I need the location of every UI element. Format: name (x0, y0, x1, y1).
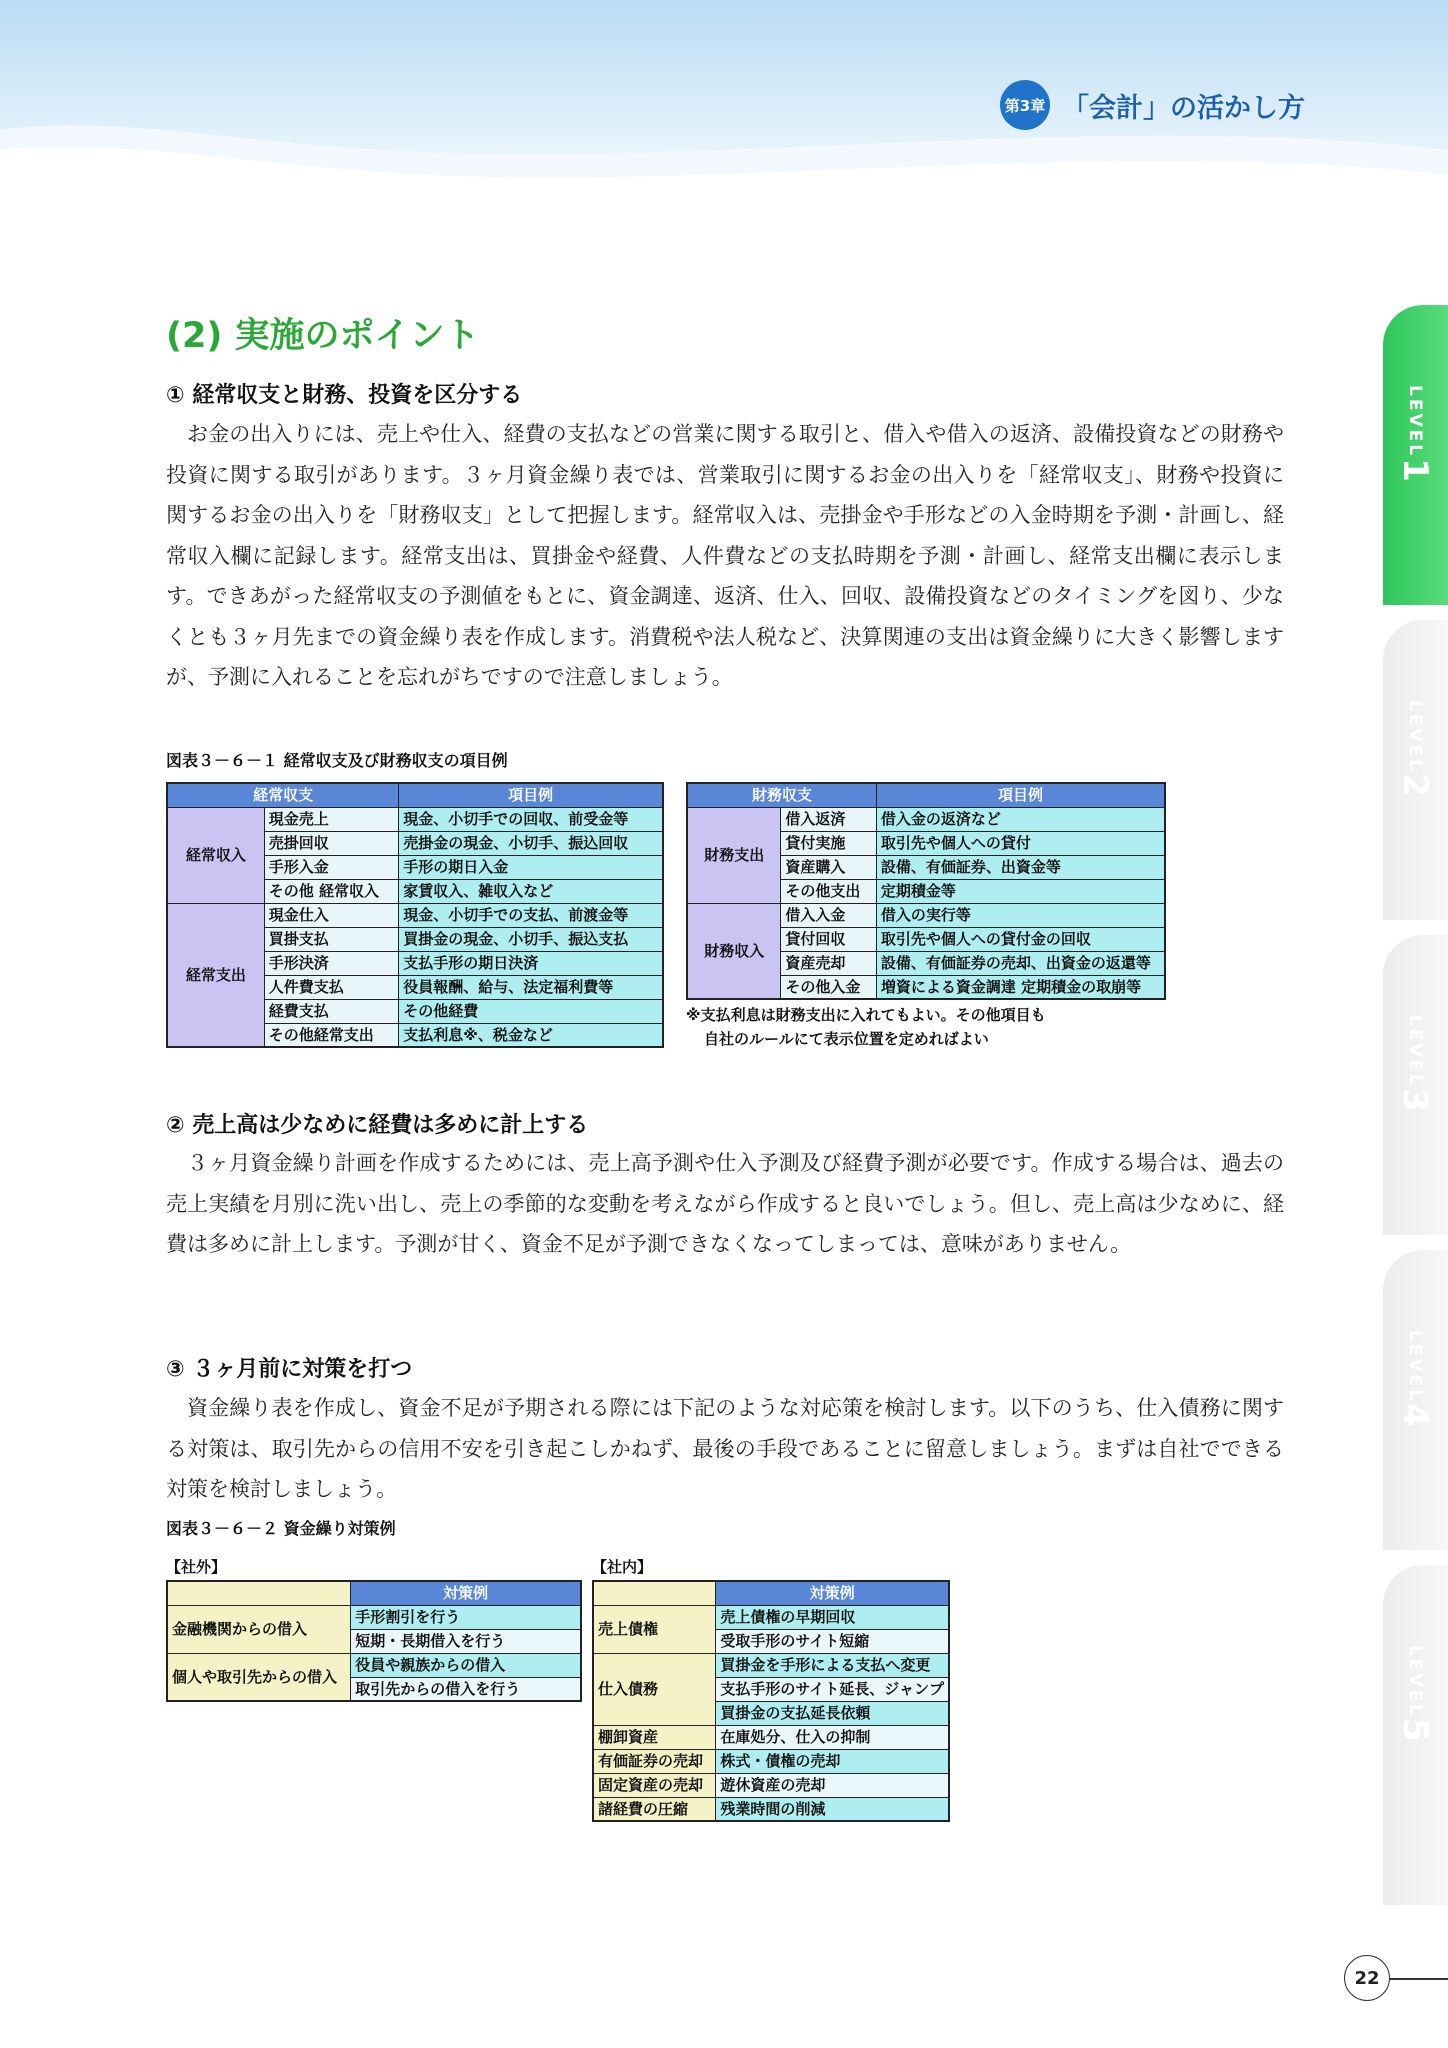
example-cell: 支払利息※、税金など (399, 1023, 663, 1047)
section-heading: (2) 実施のポイント (166, 316, 480, 356)
measure-cell: 手形割引を行う (351, 1605, 581, 1629)
table-label-internal: 【社内】 (592, 1558, 653, 1576)
measure-cell: 受取手形のサイト短縮 (716, 1629, 949, 1653)
example-cell: 現金、小切手での回収、前受金等 (399, 807, 663, 831)
table-note (686, 1003, 1046, 1051)
example-cell: 手形の期日入金 (399, 855, 663, 879)
category-cell: 経常支出 (167, 903, 264, 1047)
tab-number: 5 (1395, 1718, 1435, 1742)
tab-number: 1 (1395, 458, 1435, 482)
example-cell: 買掛金の現金、小切手、振込支払 (399, 927, 663, 951)
table-header-row (167, 1581, 581, 1605)
chapter-title: 「会計」の活かし方 (1062, 92, 1305, 124)
category-cell: 金融機関からの借入 (167, 1605, 351, 1653)
example-cell: 設備、有価証券、出資金等 (876, 855, 1165, 879)
figure-1-caption: 図表３－６－１ 経常収支及び財務収支の項目例 (166, 751, 508, 770)
side-tab-level-5[interactable] (1383, 1565, 1448, 1905)
example-cell: 役員報酬、給与、法定福利費等 (399, 975, 663, 999)
category-cell: 財務支出 (687, 807, 781, 903)
tab-label: LEVEL (1405, 1330, 1425, 1404)
measure-cell: 買掛金の支払延長依頼 (716, 1701, 949, 1725)
table-row (593, 1797, 949, 1821)
point-3-body: 資金繰り表を作成し、資金不足が予期される際には下記のような対応策を検討します。以下のうち、仕入債務に関する対策は、取引先からの信用不安を引き起こしかねず、最後の手段であることに留意しましょう。まずは自社でできる対策を検討しましょう。 (166, 1396, 1284, 1501)
item-cell: 貸付回収 (781, 927, 876, 951)
category-cell: 仕入債務 (593, 1653, 716, 1725)
example-cell: 定期積金等 (876, 879, 1165, 903)
example-cell: 設備、有価証券の売却、出資金の返還等 (876, 951, 1165, 975)
tab-number: 2 (1395, 773, 1435, 797)
table-header-row (687, 783, 1165, 807)
table-ordinary-balance (166, 782, 664, 1048)
table-row (167, 903, 663, 927)
side-tab-level-3[interactable] (1383, 935, 1448, 1235)
item-cell: その他入金 (781, 975, 876, 999)
chapter-header (1000, 80, 1305, 130)
point-2-body: ３ヶ月資金繰り計画を作成するためには、売上高予測や仕入予測及び経費予測が必要です。作成する場合は、過去の売上実績を月別に洗い出し、売上の季節的な変動を考えながら作成すると良いでしょう。但し、売上高は少なめに、経費は多めに計上します。予測が甘く、資金不足が予測できなくなってしまっては、意味がありません。 (166, 1151, 1284, 1256)
measure-cell: 短期・長期借入を行う (351, 1629, 581, 1653)
tab-label: LEVEL (1405, 1015, 1425, 1089)
example-cell: 取引先や個人への貸付 (876, 831, 1165, 855)
table-header: 項目例 (399, 783, 663, 807)
item-cell: 借入返済 (781, 807, 876, 831)
item-cell: 現金仕入 (264, 903, 399, 927)
point-1-body: お金の出入りには、売上や仕入、経費の支払などの営業に関する取引と、借入や借入の返済、設備投資などの財務や投資に関する取引があります。３ヶ月資金繰り表では、営業取引に関するお金の出入りを「経常収支」、財務や投資に関するお金の出入りを「財務収支」として把握します。経常収入は、売掛金や手形などの入金時期を予測・計画し、経常収入欄に記録します。経常支出は、買掛金や経費、人件費などの支払時期を予測・計画し、経常支出欄に表示します。できあがった経常収支の予測値をもとに、資金調達、返済、仕入、回収、設備投資などのタイミングを図り、少なくとも３ヶ月先までの資金繰り表を作成します。消費税や法人税など、決算関連の支出は資金繰りに大きく影響しますが、予測に入れることを忘れがちですので注意しましょう。 (166, 422, 1284, 689)
item-cell: 借入入金 (781, 903, 876, 927)
measure-cell: 株式・債権の売却 (716, 1749, 949, 1773)
tab-label: LEVEL (1405, 700, 1425, 774)
table-header-row (167, 783, 663, 807)
table-row (593, 1773, 949, 1797)
measure-cell: 取引先からの借入を行う (351, 1677, 581, 1701)
measure-cell: 遊休資産の売却 (716, 1773, 949, 1797)
side-tab-level-1[interactable] (1383, 305, 1448, 605)
measure-cell: 役員や親族からの借入 (351, 1653, 581, 1677)
table-internal-measures (592, 1580, 950, 1822)
item-cell: 資産購入 (781, 855, 876, 879)
category-cell: 諸経費の圧縮 (593, 1797, 716, 1821)
table-label-external: 【社外】 (166, 1558, 227, 1576)
tab-label: LEVEL (1405, 385, 1425, 459)
tab-number: 3 (1395, 1088, 1435, 1112)
item-cell: 人件費支払 (264, 975, 399, 999)
item-cell: 買掛支払 (264, 927, 399, 951)
category-cell: 個人や取引先からの借入 (167, 1653, 351, 1701)
tab-number: 4 (1395, 1403, 1435, 1427)
table-row (167, 1653, 581, 1677)
example-cell: 増資による資金調達 定期積金の取崩等 (876, 975, 1165, 999)
table-header: 経常収支 (167, 783, 399, 807)
item-cell: 手形入金 (264, 855, 399, 879)
item-cell: 現金売上 (264, 807, 399, 831)
table-row (593, 1725, 949, 1749)
tab-label: LEVEL (1405, 1645, 1425, 1719)
item-cell: 貸付実施 (781, 831, 876, 855)
item-cell: 経費支払 (264, 999, 399, 1023)
category-cell: 財務収入 (687, 903, 781, 999)
table-header: 対策例 (351, 1581, 581, 1605)
note-line: 自社のルールにて表示位置を定めればよい (704, 1030, 989, 1048)
measure-cell: 在庫処分、仕入の抑制 (716, 1725, 949, 1749)
chapter-badge: 第3章 (1000, 80, 1050, 130)
item-cell: 売掛回収 (264, 831, 399, 855)
category-cell: 経常収入 (167, 807, 264, 903)
side-tab-level-4[interactable] (1383, 1250, 1448, 1550)
point-3-heading: ③ ３ヶ月前に対策を打つ (166, 1357, 413, 1382)
table-external-measures (166, 1580, 582, 1702)
example-cell: 現金、小切手での支払、前渡金等 (399, 903, 663, 927)
table-header: 対策例 (716, 1581, 949, 1605)
example-cell: 借入金の返済など (876, 807, 1165, 831)
table-financial-balance (686, 782, 1166, 1000)
measure-cell: 残業時間の削減 (716, 1797, 949, 1821)
table-row (167, 1605, 581, 1629)
table-row (593, 1653, 949, 1677)
table-header: 財務収支 (687, 783, 876, 807)
example-cell: 借入の実行等 (876, 903, 1165, 927)
measure-cell: 売上債権の早期回収 (716, 1605, 949, 1629)
category-cell: 売上債権 (593, 1605, 716, 1653)
category-cell: 棚卸資産 (593, 1725, 716, 1749)
example-cell: 売掛金の現金、小切手、振込回収 (399, 831, 663, 855)
example-cell: 取引先や個人への貸付金の回収 (876, 927, 1165, 951)
measure-cell: 支払手形のサイト延長、ジャンプ (716, 1677, 949, 1701)
note-line: ※支払利息は財務支出に入れてもよい。その他項目も (686, 1006, 1046, 1024)
item-cell: その他経常支出 (264, 1023, 399, 1047)
item-cell: その他支出 (781, 879, 876, 903)
measure-cell: 買掛金を手形による支払へ変更 (716, 1653, 949, 1677)
table-row (687, 903, 1165, 927)
table-header-row (593, 1581, 949, 1605)
category-cell: 固定資産の売却 (593, 1773, 716, 1797)
figure-2-caption: 図表３－６－２ 資金繰り対策例 (166, 1519, 396, 1538)
page-number-line (1390, 1978, 1448, 1980)
point-2-heading: ② 売上高は少なめに経費は多めに計上する (166, 1113, 589, 1138)
side-tab-level-2[interactable] (1383, 620, 1448, 920)
point-1-heading: ① 経常収支と財務、投資を区分する (166, 383, 523, 408)
page-number: 22 (1344, 1955, 1390, 2001)
example-cell: 家賃収入、雑収入など (399, 879, 663, 903)
table-header: 項目例 (876, 783, 1165, 807)
table-row (593, 1749, 949, 1773)
example-cell: その他経費 (399, 999, 663, 1023)
item-cell: 手形決済 (264, 951, 399, 975)
item-cell: 資産売却 (781, 951, 876, 975)
table-row (167, 807, 663, 831)
category-cell: 有価証券の売却 (593, 1749, 716, 1773)
table-row (687, 807, 1165, 831)
example-cell: 支払手形の期日決済 (399, 951, 663, 975)
table-row (593, 1605, 949, 1629)
item-cell: その他 経常収入 (264, 879, 399, 903)
